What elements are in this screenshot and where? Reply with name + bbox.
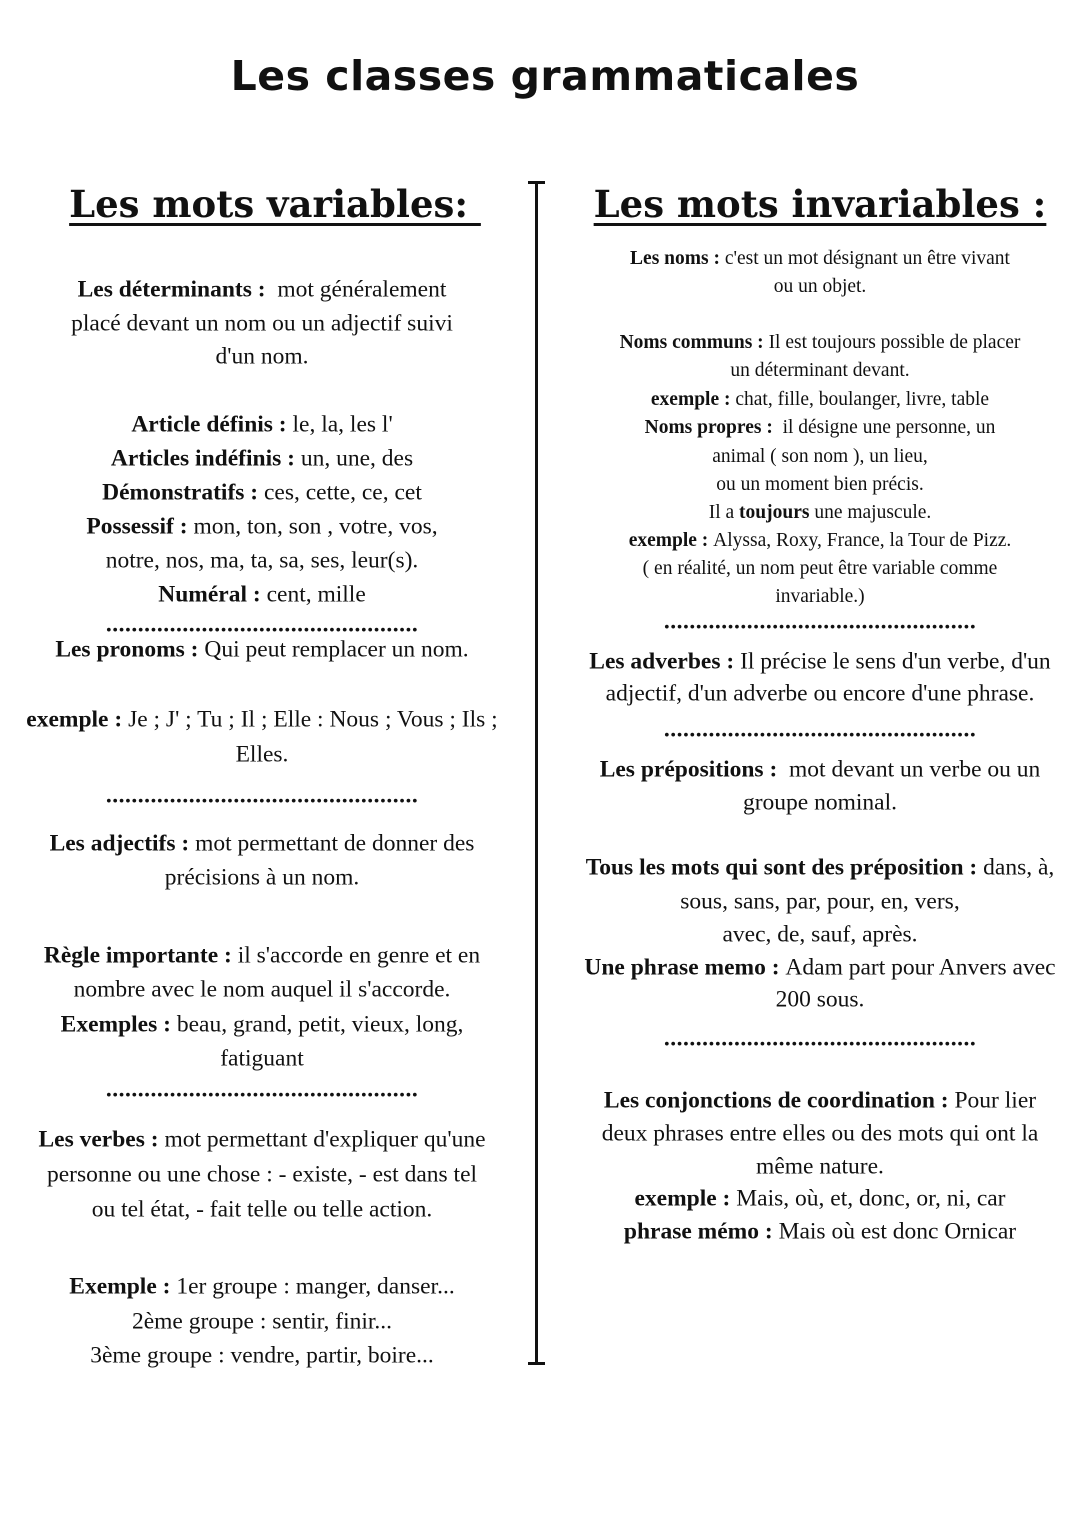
- text-segment: Pour lier: [954, 1087, 1037, 1114]
- text-segment: Il est toujours possible de placer: [768, 332, 1021, 353]
- text-line: [0, 480, 524, 507]
- text-line: [560, 1121, 1080, 1148]
- text-line: [0, 446, 524, 473]
- text-segment: Alyssa, Roxy, France, la Tour de Pizz.: [713, 530, 1012, 551]
- text-line: [560, 889, 1080, 916]
- text-line: [560, 332, 1080, 354]
- text-segment: il désigne une personne, un: [777, 417, 996, 438]
- bold-term: Les adverbes :: [589, 648, 741, 675]
- text-segment: il s'accorde en genre et en: [237, 942, 481, 969]
- dotted-separator: [560, 609, 1080, 636]
- text-segment: Mais où est donc Ornicar: [778, 1218, 1017, 1245]
- text-line: [0, 1012, 524, 1039]
- text-line: [560, 360, 1080, 382]
- text-line: [560, 248, 1080, 270]
- text-segment: adjectif, d'un adverbe ou encore d'une phrase.: [605, 680, 1035, 707]
- text-line: [0, 1309, 524, 1336]
- text-line: [0, 1197, 524, 1224]
- text-line: [560, 987, 1080, 1014]
- text-segment: mot généralement: [271, 276, 447, 303]
- bold-term: Les déterminants :: [77, 276, 272, 303]
- bold-term: .................................................: [663, 1025, 977, 1052]
- dotted-separator: [560, 717, 1080, 744]
- text-segment: mot devant un verbe ou un: [783, 756, 1041, 783]
- text-segment: ou un moment bien précis.: [716, 474, 924, 495]
- bold-term: exemple :: [628, 530, 714, 551]
- text-line: [0, 1046, 524, 1073]
- heading-variable-words: Les mots variables:: [69, 182, 481, 226]
- bold-term: toujours: [739, 502, 810, 523]
- text-segment: Adam part pour Anvers avec: [785, 954, 1056, 981]
- bold-term: Les prépositions :: [599, 756, 784, 783]
- bold-term: Une phrase memo :: [584, 954, 786, 981]
- text-line: [0, 1162, 524, 1189]
- dotted-separator: [560, 1026, 1080, 1053]
- text-segment: ( en réalité, un nom peut être variable comme: [642, 558, 998, 579]
- text-line: [560, 558, 1080, 580]
- text-segment: chat, fille, boulanger, livre, table: [735, 389, 990, 410]
- bold-term: Article définis :: [131, 411, 293, 438]
- text-line: [560, 955, 1080, 982]
- bold-term: .................................................: [663, 716, 977, 743]
- bold-term: Numéral :: [158, 581, 267, 608]
- text-line: [0, 977, 524, 1004]
- text-segment: un déterminant devant.: [730, 360, 910, 381]
- text-segment: Il a: [708, 502, 740, 523]
- text-line: [0, 514, 524, 541]
- bold-term: Noms communs :: [619, 332, 769, 353]
- text-line: [560, 586, 1080, 608]
- text-segment: ces, cette, ce, cet: [264, 479, 422, 506]
- text-line: [560, 389, 1080, 411]
- bold-term: Tous les mots qui sont des préposition :: [585, 854, 984, 881]
- text-line: [0, 707, 524, 734]
- text-segment: 2ème groupe : sentir, finir...: [131, 1308, 393, 1335]
- text-segment: le, la, les l': [292, 411, 393, 438]
- text-line: [560, 1154, 1080, 1181]
- text-line: [560, 790, 1080, 817]
- text-segment: avec, de, sauf, après.: [722, 921, 918, 948]
- column-divider-cap-bottom: [528, 1362, 545, 1365]
- bold-term: exemple :: [26, 706, 129, 733]
- column-divider-cap-top: [528, 181, 545, 184]
- page-title: Les classes grammaticales: [230, 52, 860, 100]
- text-line: [0, 582, 524, 609]
- text-segment: notre, nos, ma, ta, sa, ses, leur(s).: [105, 547, 419, 574]
- text-segment: animal ( son nom ), un lieu,: [712, 446, 928, 467]
- bold-term: Les conjonctions de coordination :: [603, 1087, 955, 1114]
- text-segment: beau, grand, petit, vieux, long,: [176, 1011, 464, 1038]
- text-line: [560, 474, 1080, 496]
- text-segment: 1er groupe : manger, danser...: [176, 1273, 455, 1300]
- text-line: [560, 1088, 1080, 1115]
- bold-term: Noms propres :: [644, 417, 778, 438]
- bold-term: exemple :: [634, 1185, 737, 1212]
- text-line: [0, 1127, 524, 1154]
- bold-term: .................................................: [663, 608, 977, 635]
- text-line: [0, 943, 524, 970]
- text-segment: d'un nom.: [215, 343, 309, 370]
- text-segment: cent, mille: [266, 581, 366, 608]
- text-segment: ou un objet.: [773, 276, 867, 297]
- text-line: [560, 276, 1080, 298]
- text-segment: Qui peut remplacer un nom.: [204, 636, 469, 663]
- text-segment: groupe nominal.: [742, 789, 898, 816]
- text-line: [560, 649, 1080, 676]
- dotted-separator: [0, 612, 524, 639]
- text-line: [560, 530, 1080, 552]
- text-line: [0, 311, 524, 338]
- text-segment: sous, sans, par, pour, en, vers,: [680, 888, 960, 915]
- text-line: [0, 344, 524, 371]
- bold-term: Les noms :: [630, 248, 725, 269]
- text-segment: Il précise le sens d'un verbe, d'un: [740, 648, 1051, 675]
- text-segment: 200 sous.: [775, 986, 865, 1013]
- text-line: [0, 412, 524, 439]
- text-line: [0, 831, 524, 858]
- text-segment: mot permettant de donner des: [195, 830, 475, 857]
- text-line: [560, 1186, 1080, 1213]
- text-segment: précisions à un nom.: [164, 864, 360, 891]
- dotted-separator: [0, 783, 524, 810]
- text-segment: mon, ton, son , votre, vos,: [193, 513, 438, 540]
- text-line: [560, 446, 1080, 468]
- text-line: [560, 1219, 1080, 1246]
- text-segment: Mais, où, et, donc, or, ni, car: [736, 1185, 1006, 1212]
- bold-term: phrase mémo :: [623, 1218, 779, 1245]
- bold-term: Démonstratifs :: [102, 479, 264, 506]
- text-line: [560, 417, 1080, 439]
- bold-term: .................................................: [105, 1076, 419, 1103]
- text-line: [0, 277, 524, 304]
- text-line: [0, 548, 524, 575]
- bold-term: .................................................: [105, 782, 419, 809]
- text-line: [560, 757, 1080, 784]
- bold-term: Exemples :: [60, 1011, 177, 1038]
- text-line: [560, 855, 1080, 882]
- text-line: [0, 637, 524, 664]
- bold-term: exemple :: [650, 389, 736, 410]
- text-line: [560, 502, 1080, 524]
- text-segment: Elles.: [235, 741, 289, 768]
- text-segment: dans, à,: [983, 854, 1055, 881]
- bold-term: Les adjectifs :: [49, 830, 196, 857]
- bold-term: .................................................: [105, 611, 419, 638]
- bold-term: Exemple :: [69, 1273, 177, 1300]
- text-segment: nombre avec le nom auquel il s'accorde.: [73, 976, 451, 1003]
- text-line: [560, 922, 1080, 949]
- text-line: [0, 1274, 524, 1301]
- text-segment: même nature.: [756, 1153, 884, 1180]
- bold-term: Les verbes :: [38, 1126, 165, 1153]
- heading-invariable-words: Les mots invariables :: [593, 182, 1047, 226]
- text-segment: personne ou une chose : - existe, - est dans tel: [46, 1161, 478, 1188]
- text-segment: 3ème groupe : vendre, partir, boire...: [90, 1342, 434, 1369]
- bold-term: Les pronoms :: [55, 636, 205, 663]
- text-segment: invariable.): [775, 586, 865, 607]
- column-divider: [535, 182, 538, 1364]
- text-segment: un, une, des: [300, 445, 414, 472]
- text-segment: une majuscule.: [809, 502, 932, 523]
- text-segment: mot permettant d'expliquer qu'une: [164, 1126, 486, 1153]
- bold-term: Règle importante :: [43, 942, 238, 969]
- text-line: [560, 681, 1080, 708]
- text-segment: ou tel état, - fait telle ou telle action.: [91, 1196, 433, 1223]
- text-line: [0, 1343, 524, 1370]
- bold-term: Articles indéfinis :: [110, 445, 301, 472]
- dotted-separator: [0, 1077, 524, 1104]
- text-line: [0, 865, 524, 892]
- bold-term: Possessif :: [86, 513, 194, 540]
- text-segment: placé devant un nom ou un adjectif suivi: [71, 310, 453, 337]
- text-line: [0, 742, 524, 769]
- text-segment: fatiguant: [220, 1045, 304, 1072]
- text-segment: deux phrases entre elles ou des mots qui ont la: [601, 1120, 1039, 1147]
- text-segment: c'est un mot désignant un être vivant: [724, 248, 1010, 269]
- text-segment: Je ; J' ; Tu ; Il ; Elle : Nous ; Vous ; Ils ;: [128, 706, 498, 733]
